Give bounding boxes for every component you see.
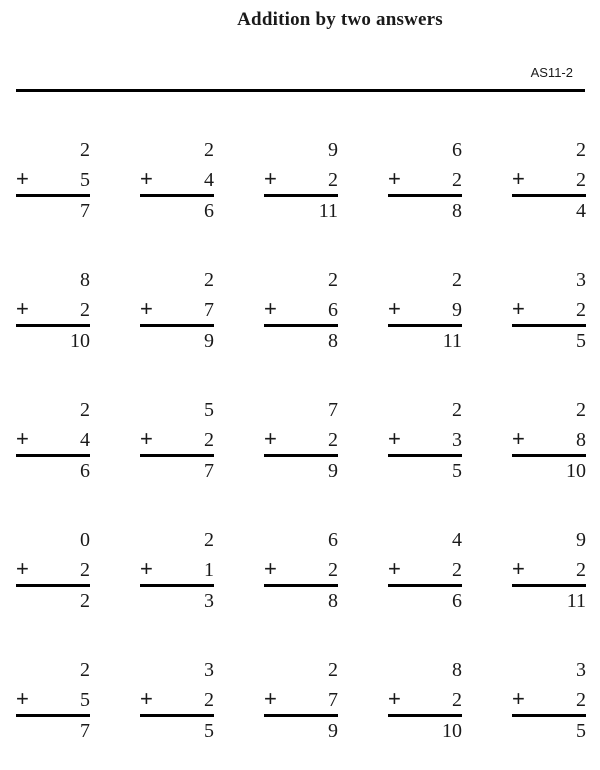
addend-bottom: 2 [576,299,586,321]
sum-answer: 3 [204,590,214,612]
addend-bottom: 2 [452,169,462,191]
sum-answer: 7 [80,720,90,742]
sum-answer: 4 [576,200,586,222]
addend-top: 2 [204,269,214,291]
addition-problem [512,398,586,483]
sum-answer: 11 [318,200,338,222]
addend-bottom: 4 [204,169,214,191]
addend-top: 2 [80,659,90,681]
sum-line [512,454,586,457]
addition-problem [140,398,214,483]
addition-problem [140,138,214,223]
addition-problem [512,528,586,613]
sum-line [140,584,214,587]
plus-sign: + [388,166,401,191]
sum-answer: 7 [80,200,90,222]
sum-answer: 10 [566,460,586,482]
addition-problem [264,658,338,743]
sum-line [140,714,214,717]
addition-problem [264,398,338,483]
plus-sign: + [16,296,29,321]
sum-answer: 6 [452,590,462,612]
addend-bottom: 2 [576,169,586,191]
sum-answer: 5 [576,330,586,352]
addend-top: 2 [80,399,90,421]
addend-bottom: 9 [452,299,462,321]
addend-bottom: 2 [80,559,90,581]
addend-top: 8 [80,269,90,291]
addition-problem [388,398,462,483]
addend-top: 9 [328,139,338,161]
addition-problem [140,658,214,743]
addend-bottom: 3 [452,429,462,451]
addend-bottom: 2 [452,559,462,581]
addend-top: 3 [576,659,586,681]
addition-problem [264,138,338,223]
sum-answer: 7 [204,460,214,482]
addition-problem [16,658,90,743]
sum-line [264,584,338,587]
addition-problem [388,268,462,353]
sum-line [264,714,338,717]
sum-answer: 5 [452,460,462,482]
plus-sign: + [16,556,29,581]
addend-top: 5 [204,399,214,421]
plus-sign: + [264,426,277,451]
plus-sign: + [388,686,401,711]
sum-answer: 6 [204,200,214,222]
plus-sign: + [264,686,277,711]
addition-problem [388,528,462,613]
addend-bottom: 2 [452,689,462,711]
sum-line [388,584,462,587]
sum-line [512,194,586,197]
sum-line [16,584,90,587]
addend-top: 4 [452,529,462,551]
addition-problem [16,398,90,483]
sum-answer: 8 [328,330,338,352]
addition-problem [512,268,586,353]
sum-answer: 11 [442,330,462,352]
addend-bottom: 2 [576,559,586,581]
addend-top: 6 [452,139,462,161]
addend-bottom: 7 [204,299,214,321]
sum-line [264,454,338,457]
plus-sign: + [16,686,29,711]
addition-problem [140,268,214,353]
plus-sign: + [16,426,29,451]
addend-top: 3 [576,269,586,291]
addend-top: 3 [204,659,214,681]
plus-sign: + [140,166,153,191]
sum-answer: 5 [576,720,586,742]
addend-bottom: 5 [80,689,90,711]
plus-sign: + [388,426,401,451]
sum-line [388,714,462,717]
sum-answer: 6 [80,460,90,482]
addend-bottom: 4 [80,429,90,451]
sum-line [388,454,462,457]
plus-sign: + [388,296,401,321]
addition-problem [16,138,90,223]
plus-sign: + [512,686,525,711]
addend-top: 2 [80,139,90,161]
plus-sign: + [388,556,401,581]
plus-sign: + [512,556,525,581]
sum-line [264,324,338,327]
addend-bottom: 2 [80,299,90,321]
addition-problem [264,528,338,613]
plus-sign: + [512,426,525,451]
sum-answer: 8 [452,200,462,222]
sum-answer: 9 [328,460,338,482]
plus-sign: + [140,426,153,451]
addend-top: 8 [452,659,462,681]
sum-line [512,714,586,717]
addend-bottom: 2 [576,689,586,711]
worksheet-title: Addition by two answers [237,9,443,30]
addition-problem [512,658,586,743]
sum-answer: 8 [328,590,338,612]
addend-top: 2 [576,139,586,161]
plus-sign: + [140,556,153,581]
addition-problem [512,138,586,223]
addend-top: 2 [204,529,214,551]
addend-top: 2 [328,659,338,681]
header-rule [16,89,585,92]
addend-bottom: 2 [204,429,214,451]
sum-line [140,324,214,327]
worksheet-code: AS11-2 [530,65,573,80]
plus-sign: + [140,296,153,321]
addition-problem [16,268,90,353]
sum-line [140,194,214,197]
addend-bottom: 2 [204,689,214,711]
plus-sign: + [16,166,29,191]
plus-sign: + [512,296,525,321]
sum-answer: 5 [204,720,214,742]
sum-line [16,324,90,327]
addend-top: 2 [452,269,462,291]
sum-answer: 10 [442,720,462,742]
sum-answer: 9 [328,720,338,742]
addend-top: 6 [328,529,338,551]
addend-bottom: 1 [204,559,214,581]
addend-top: 2 [204,139,214,161]
plus-sign: + [264,296,277,321]
addend-top: 9 [576,529,586,551]
addend-top: 7 [328,399,338,421]
addition-problem [140,528,214,613]
sum-answer: 2 [80,590,90,612]
addend-bottom: 7 [328,689,338,711]
sum-line [140,454,214,457]
addition-problem [388,658,462,743]
sum-answer: 10 [70,330,90,352]
sum-line [512,584,586,587]
addition-problem [388,138,462,223]
plus-sign: + [264,556,277,581]
addend-bottom: 8 [576,429,586,451]
addend-top: 2 [576,399,586,421]
addend-top: 2 [452,399,462,421]
sum-line [16,454,90,457]
plus-sign: + [512,166,525,191]
addend-bottom: 2 [328,429,338,451]
addend-bottom: 2 [328,559,338,581]
sum-answer: 11 [566,590,586,612]
sum-line [264,194,338,197]
sum-line [16,194,90,197]
sum-line [512,324,586,327]
addend-top: 0 [80,529,90,551]
sum-answer: 9 [204,330,214,352]
plus-sign: + [264,166,277,191]
problem-grid [16,138,585,743]
sum-line [16,714,90,717]
plus-sign: + [140,686,153,711]
addend-bottom: 6 [328,299,338,321]
addition-problem [264,268,338,353]
addend-bottom: 2 [328,169,338,191]
sum-line [388,194,462,197]
addition-problem [16,528,90,613]
sum-line [388,324,462,327]
addend-bottom: 5 [80,169,90,191]
addend-top: 2 [328,269,338,291]
